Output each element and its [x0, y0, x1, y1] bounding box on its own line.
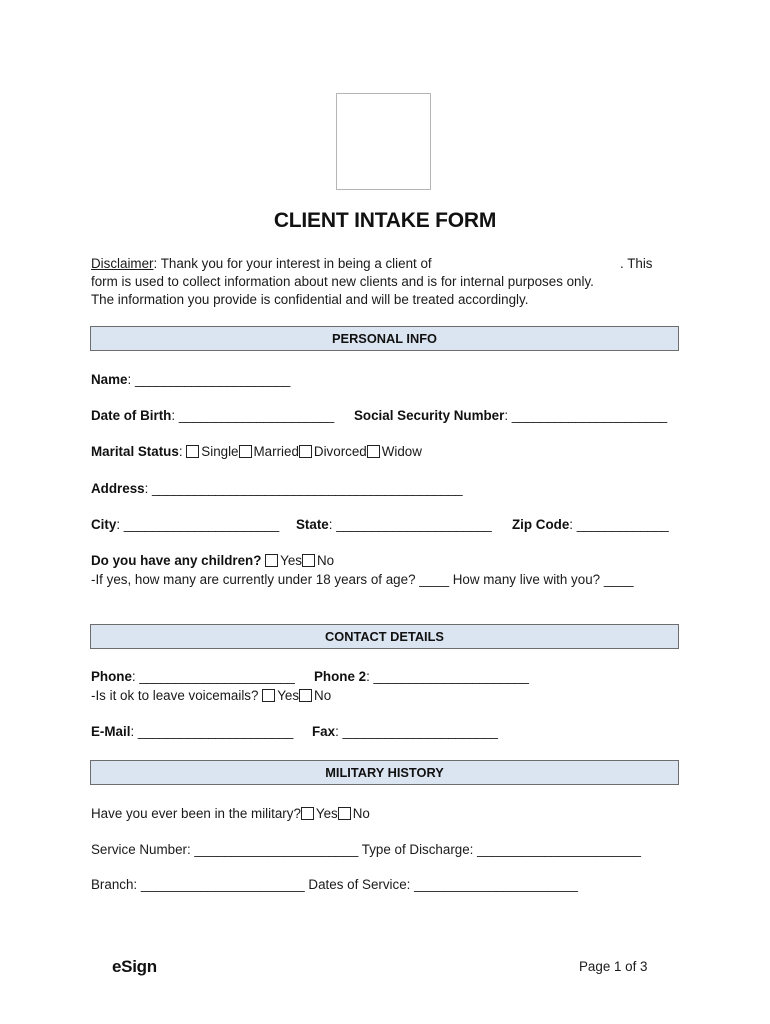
voicemail-option-no[interactable]: No — [299, 687, 331, 704]
checkbox[interactable] — [299, 445, 312, 458]
checkbox[interactable] — [301, 807, 314, 820]
disclaimer-text-1-end: . This — [620, 256, 653, 271]
checkbox[interactable] — [299, 689, 312, 702]
checkbox[interactable] — [186, 445, 199, 458]
disclaimer-text-1: : Thank you for your interest in being a client of — [153, 256, 432, 271]
address-row[interactable]: Address: ____________________________________________ — [91, 481, 463, 496]
page-number: Page 1 of 3 — [579, 959, 648, 974]
checkbox[interactable] — [262, 689, 275, 702]
phone-row[interactable]: Phone: ______________________ Phone 2: ______________________ — [91, 669, 529, 684]
dob-label: Date of Birth — [91, 408, 172, 423]
children-option-yes[interactable]: Yes — [265, 552, 302, 569]
city-label: City — [91, 517, 117, 532]
zip-code-label: Zip Code — [512, 517, 570, 532]
ssn-label: Social Security Number — [354, 408, 505, 423]
children-question: Do you have any children? — [91, 553, 262, 568]
dob-ssn-row[interactable]: Date of Birth: ______________________ Social Security Number: ______________________ — [91, 408, 667, 423]
name-label: Name — [91, 372, 128, 387]
email-fax-row[interactable]: E-Mail: ______________________ Fax: ______________________ — [91, 724, 498, 739]
esign-logo: eSign — [112, 957, 157, 976]
military-option-yes[interactable]: Yes — [301, 805, 338, 822]
name-row[interactable]: Name: ______________________ — [91, 372, 290, 387]
branch-row[interactable]: Branch: ______________________ Dates of Service: ______________________ — [91, 877, 578, 892]
marital-option-widow[interactable]: Widow — [367, 443, 422, 460]
marital-status-label: Marital Status — [91, 444, 179, 459]
children-row — [91, 552, 334, 569]
voicemail-question: -Is it ok to leave voicemails? — [91, 688, 259, 703]
marital-option-married[interactable]: Married — [239, 443, 299, 460]
checkbox[interactable] — [367, 445, 380, 458]
checkbox[interactable] — [302, 554, 315, 567]
disclaimer — [91, 255, 671, 309]
marital-status-row: Marital Status: Single Married Divorced Widow — [91, 444, 422, 459]
checkbox[interactable] — [338, 807, 351, 820]
checkbox[interactable] — [265, 554, 278, 567]
voicemail-option-yes[interactable]: Yes — [262, 687, 299, 704]
logo-placeholder[interactable] — [336, 93, 431, 190]
children-count-row[interactable]: -If yes, how many are currently under 18 years of age? ____ How many live with you? ____ — [91, 572, 634, 587]
section-header-personal-info: PERSONAL INFO — [90, 326, 679, 351]
disclaimer-line-1 — [91, 255, 671, 273]
section-header-military-history: MILITARY HISTORY — [90, 760, 679, 785]
children-option-no[interactable]: No — [302, 552, 334, 569]
disclaimer-label: Disclaimer — [91, 256, 154, 271]
phone-2-label: Phone 2 — [314, 669, 367, 684]
marital-option-single[interactable]: Single — [186, 443, 238, 460]
service-number-row[interactable]: Service Number: ______________________ Type of Discharge: ______________________ — [91, 842, 641, 857]
city-state-zip-row[interactable]: City: ______________________ State: ______________________ Zip Code: _____________ — [91, 517, 669, 532]
military-question: Have you ever been in the military? — [91, 806, 301, 821]
section-header-contact-details: CONTACT DETAILS — [90, 624, 679, 649]
form-title: CLIENT INTAKE FORM — [273, 209, 497, 232]
voicemail-row — [91, 687, 331, 704]
disclaimer-line-3: The information you provide is confidential and will be treated accordingly. — [91, 292, 529, 307]
disclaimer-line-2: form is used to collect information about new clients and is for internal purposes only. — [91, 274, 594, 289]
checkbox[interactable] — [239, 445, 252, 458]
military-question-row — [91, 805, 370, 822]
address-label: Address — [91, 481, 145, 496]
state-label: State — [296, 517, 329, 532]
email-label: E-Mail — [91, 724, 131, 739]
fax-label: Fax — [312, 724, 336, 739]
military-option-no[interactable]: No — [338, 805, 370, 822]
phone-label: Phone — [91, 669, 132, 684]
marital-option-divorced[interactable]: Divorced — [299, 443, 367, 460]
